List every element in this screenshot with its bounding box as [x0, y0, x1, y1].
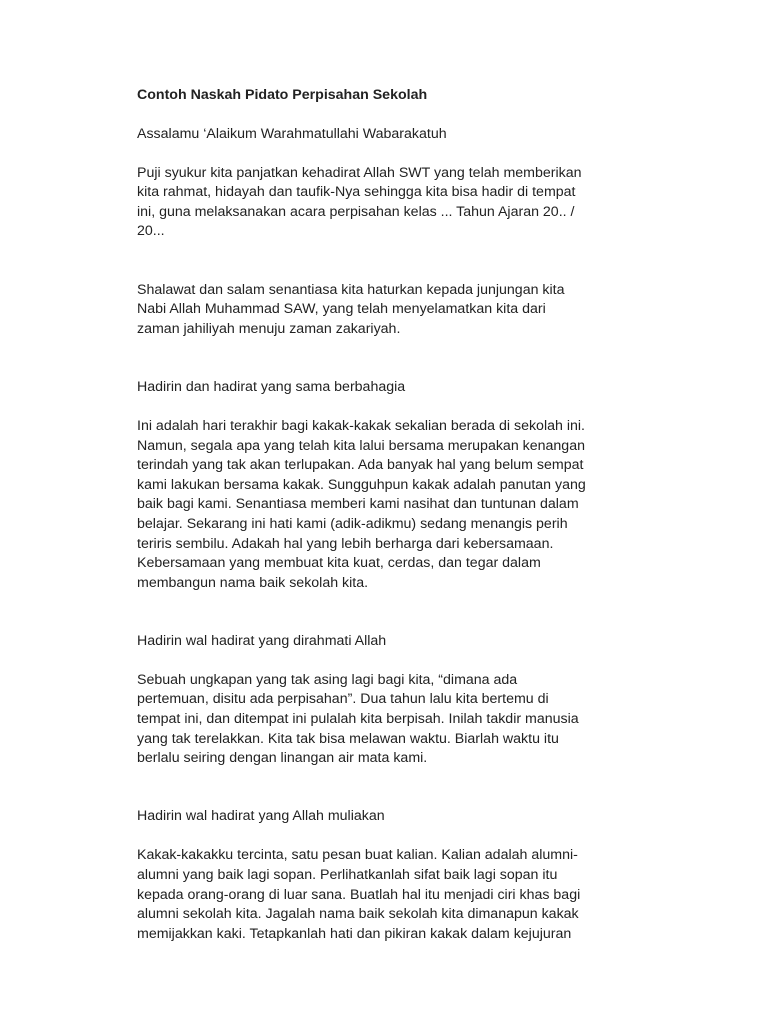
- paragraph-opening-praise: [137, 164, 637, 242]
- text-line: yang tak terelakkan. Kita tak bisa melawan waktu. Biarlah waktu itu: [137, 730, 559, 747]
- section-heading-2: Hadirin wal hadirat yang dirahmati Allah: [137, 632, 387, 649]
- text-line: 20...: [137, 223, 165, 240]
- text-line: kami lakukan bersama kakak. Sungguhpun kakak adalah panutan yang: [137, 476, 586, 493]
- text-line: terindah yang tak akan terlupakan. Ada banyak hal yang belum sempat: [137, 457, 584, 474]
- text-line: Kebersamaan yang membuat kita kuat, cerdas, dan tegar dalam: [137, 555, 541, 572]
- text-line: pertemuan, disitu ada perpisahan”. Dua tahun lalu kita bertemu di: [137, 691, 549, 708]
- text-line: belajar. Sekarang ini hati kami (adik-adikmu) sedang menangis perih: [137, 515, 568, 532]
- paragraph-shalawat: [137, 281, 637, 340]
- text-line: alumni yang baik lagi sopan. Perlihatkanlah sifat baik lagi sopan itu: [137, 867, 558, 884]
- text-line: alumni sekolah kita. Jagalah nama baik sekolah kita dimanapun kakak: [137, 906, 579, 923]
- text-line: Sebuah ungkapan yang tak asing lagi bagi kita, “dimana ada: [137, 671, 518, 688]
- text-line: tempat ini, dan ditempat ini pulalah kita berpisah. Inilah takdir manusia: [137, 711, 579, 728]
- text-line: Ini adalah hari terakhir bagi kakak-kakak sekalian berada di sekolah ini.: [137, 417, 585, 434]
- text-line: baik bagi kami. Senantiasa memberi kami nasihat dan tuntunan dalam: [137, 496, 579, 513]
- paragraph-message-to-seniors: [137, 846, 637, 944]
- section-heading-1: Hadirin dan hadirat yang sama berbahagia: [137, 378, 406, 395]
- text-line: ini, guna melaksanakan acara perpisahan kelas ... Tahun Ajaran 20.. /: [137, 203, 575, 220]
- text-line: Shalawat dan salam senantiasa kita haturkan kepada junjungan kita: [137, 281, 565, 298]
- document-title: Contoh Naskah Pidato Perpisahan Sekolah: [137, 87, 428, 103]
- section-heading-3: Hadirin wal hadirat yang Allah muliakan: [137, 808, 385, 825]
- text-line: kepada orang-orang di luar sana. Buatlah hal itu menjadi ciri khas bagi: [137, 886, 581, 903]
- text-line: berlalu seiring dengan linangan air mata kami.: [137, 750, 428, 767]
- text-line: memijakkan kaki. Tetapkanlah hati dan pikiran kakak dalam kejujuran: [137, 925, 572, 942]
- paragraph-last-day: [137, 417, 637, 593]
- text-line: Puji syukur kita panjatkan kehadirat Allah SWT yang telah memberikan: [137, 164, 582, 181]
- text-line: teriris sembilu. Adakah hal yang lebih berharga dari kebersamaan.: [137, 535, 554, 552]
- text-line: Namun, segala apa yang telah kita lalui bersama merupakan kenangan: [137, 437, 585, 454]
- paragraph-farewell-saying: [137, 671, 637, 769]
- text-line: membangun nama baik sekolah kita.: [137, 574, 369, 591]
- greeting: Assalamu ‘Alaikum Warahmatullahi Wabarakatuh: [137, 125, 447, 142]
- text-line: kita rahmat, hidayah dan taufik-Nya sehingga kita bisa hadir di tempat: [137, 184, 576, 201]
- text-line: zaman jahiliyah menuju zaman zakariyah.: [137, 320, 401, 337]
- text-line: Nabi Allah Muhammad SAW, yang telah menyelamatkan kita dari: [137, 301, 546, 318]
- document-body: [137, 86, 637, 944]
- text-line: Kakak-kakakku tercinta, satu pesan buat kalian. Kalian adalah alumni-: [137, 847, 578, 864]
